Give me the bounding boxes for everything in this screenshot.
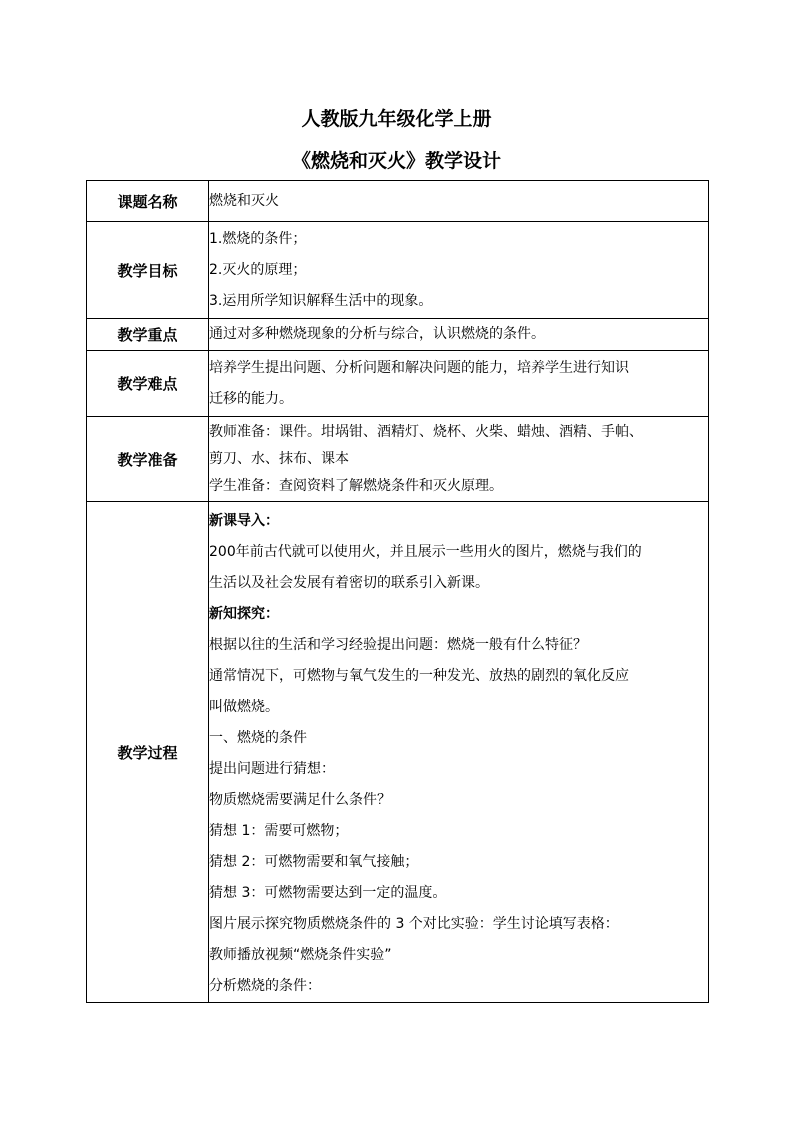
content-topic	[209, 181, 709, 222]
process-line: 叫做燃烧。	[209, 698, 279, 715]
section-heading: 新知探究：	[209, 605, 279, 622]
table-row-preparation	[87, 417, 709, 502]
process-line: 生活以及社会发展有着密切的联系引入新课。	[209, 574, 489, 591]
process-line: 200年前古代就可以使用火，并且展示一些用火的图片，燃烧与我们的	[209, 543, 642, 560]
label-key-points: 教学重点	[87, 319, 209, 351]
label-preparation: 教学准备	[87, 417, 209, 502]
process-line: 猜想 2：可燃物需要和氧气接触；	[209, 853, 419, 870]
table-row-objectives	[87, 222, 709, 319]
label-difficulties: 教学难点	[87, 351, 209, 417]
topic-line: 燃烧和灭火	[209, 192, 279, 209]
table-row-key-points	[87, 319, 709, 351]
process-line: 猜想 3：可燃物需要达到一定的温度。	[209, 884, 447, 901]
process-line: 分析燃烧的条件：	[209, 977, 321, 994]
table-row-process	[87, 502, 709, 1003]
content-process	[209, 502, 709, 1003]
process-line: 图片展示探究物质燃烧条件的 3 个对比实验：学生讨论填写表格：	[209, 915, 619, 932]
content-key-points	[209, 319, 709, 351]
key-point-line: 通过对多种燃烧现象的分析与综合，认识燃烧的条件。	[209, 326, 545, 342]
document-subtitle: 《燃烧和灭火》教学设计	[291, 150, 501, 172]
lesson-plan-table	[86, 180, 709, 1003]
table-row-difficulties	[87, 351, 709, 417]
objective-line: 3.运用所学知识解释生活中的现象。	[209, 292, 433, 309]
label-topic: 课题名称	[87, 181, 209, 222]
preparation-line: 学生准备：查阅资料了解燃烧条件和灭火原理。	[209, 477, 503, 494]
process-line: 教师播放视频“燃烧条件实验”	[209, 946, 392, 963]
process-line: 根据以往的生活和学习经验提出问题：燃烧一般有什么特征？	[209, 636, 587, 653]
process-line: 通常情况下，可燃物与氧气发生的一种发光、放热的剧烈的氧化反应	[209, 667, 629, 684]
table-row-topic	[87, 181, 709, 222]
section-heading: 新课导入：	[209, 512, 279, 529]
document-title: 人教版九年级化学上册	[301, 108, 492, 130]
difficulty-line: 培养学生提出问题、分析问题和解决问题的能力，培养学生进行知识	[209, 359, 629, 376]
content-preparation	[209, 417, 709, 502]
process-line: 物质燃烧需要满足什么条件？	[209, 791, 391, 808]
label-process: 教学过程	[87, 502, 209, 1003]
preparation-line: 剪刀、水、抹布、课本	[209, 450, 349, 467]
objective-line: 1.燃烧的条件；	[209, 230, 307, 247]
process-line: 提出问题进行猜想：	[209, 760, 335, 777]
content-objectives	[209, 222, 709, 319]
label-objectives: 教学目标	[87, 222, 209, 319]
preparation-line: 教师准备：课件。坩埚钳、酒精灯、烧杯、火柴、蜡烛、酒精、手帕、	[209, 423, 643, 440]
objective-line: 2.灭火的原理；	[209, 261, 307, 278]
process-line: 一、燃烧的条件	[209, 729, 307, 746]
process-line: 猜想 1：需要可燃物；	[209, 822, 349, 839]
difficulty-line: 迁移的能力。	[209, 390, 293, 407]
content-difficulties	[209, 351, 709, 417]
